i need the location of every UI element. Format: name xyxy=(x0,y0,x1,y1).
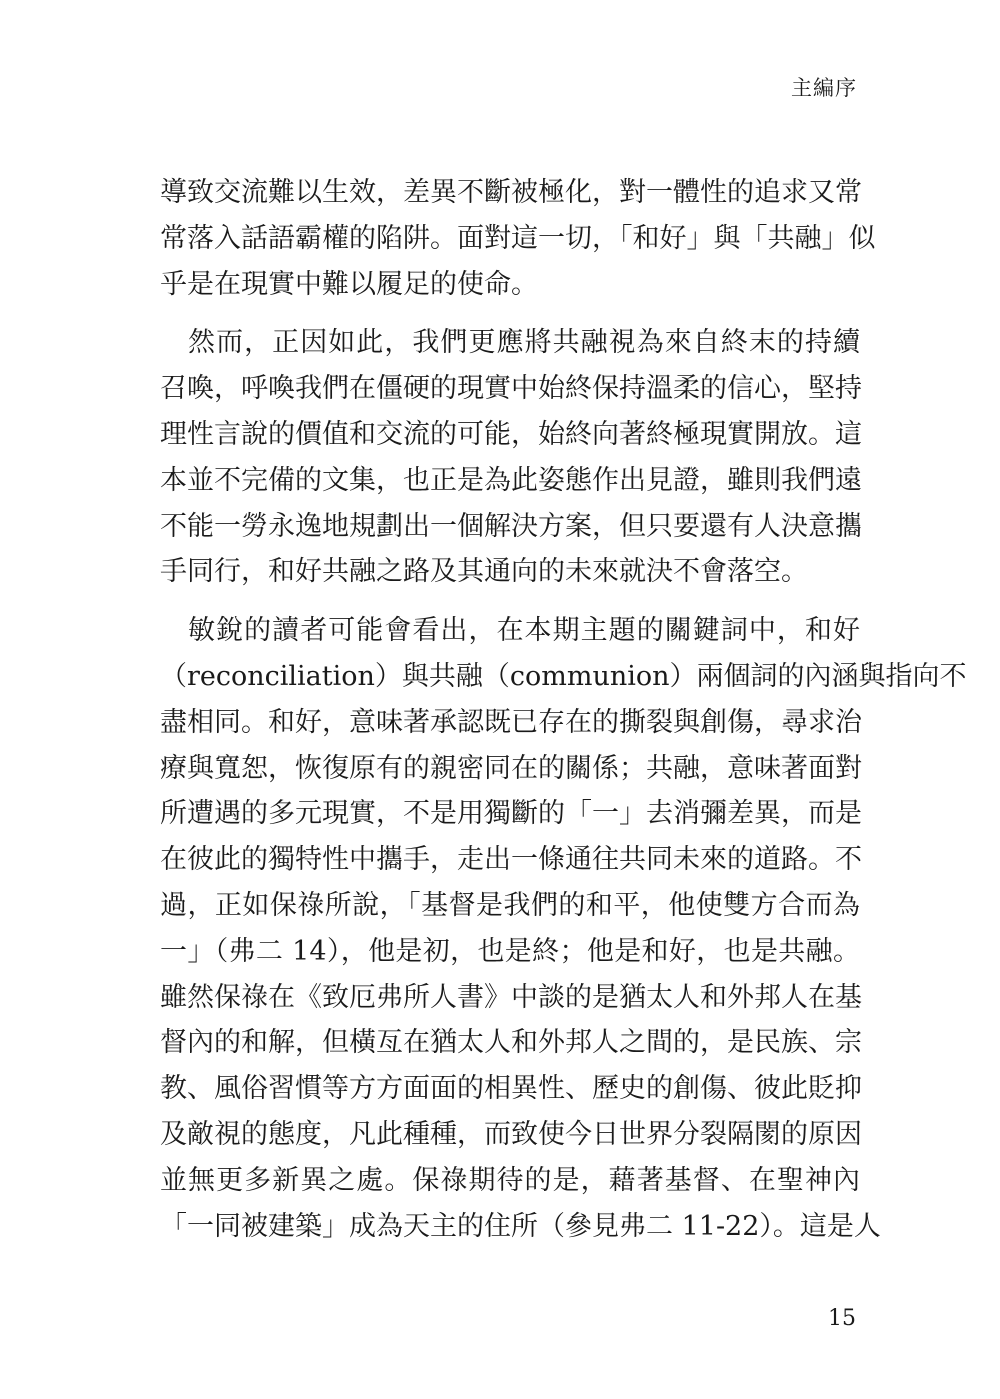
text-line: 敏銳的讀者可能會看出，在本期主題的關鍵詞中，和好 xyxy=(160,615,860,647)
text-line: 本並不完備的文集，也正是為此姿態作出見證，雖則我們遠 xyxy=(160,464,862,496)
paragraph-2 xyxy=(160,320,860,595)
text-line: 理性言說的價值和交流的可能，始終向著終極現實開放。這 xyxy=(160,418,862,450)
running-header-title: 主編序 xyxy=(791,76,857,100)
paragraph-1 xyxy=(160,170,876,307)
text-line: 盡相同。和好，意味著承認既已存在的撕裂與創傷，尋求治 xyxy=(160,706,862,738)
text-line: 召喚，呼喚我們在僵硬的現實中始終保持溫柔的信心，堅持 xyxy=(160,373,862,405)
text-line: 過，正如保祿所說，「基督是我們的和平，他使雙方合而為 xyxy=(160,889,860,921)
text-line: 一」（弗二 14），他是初，也是終；他是和好，也是共融。 xyxy=(160,935,860,967)
text-line: 乎是在現實中難以履足的使命。 xyxy=(160,268,538,300)
text-line: 療與寬恕，恢復原有的親密同在的關係；共融，意味著面對 xyxy=(160,752,862,784)
text-line: 手同行，和好共融之路及其通向的未來就決不會落空。 xyxy=(160,556,808,588)
text-line: 導致交流難以生效，差異不斷被極化，對一體性的追求又常 xyxy=(160,177,862,208)
text-line: 雖然保祿在《致厄弗所人書》中談的是猶太人和外邦人在基 xyxy=(160,981,862,1013)
text-line: 在彼此的獨特性中攜手，走出一條通往共同未來的道路。不 xyxy=(160,844,862,876)
text-line: 然而，正因如此，我們更應將共融視為來自終末的持續 xyxy=(160,327,860,359)
body-text xyxy=(160,170,967,1249)
paragraph-3 xyxy=(160,608,967,1249)
text-line: 常落入話語霸權的陷阱。面對這一切，「和好」與「共融」似 xyxy=(160,222,876,254)
text-line: 督內的和解，但橫亙在猶太人和外邦人之間的，是民族、宗 xyxy=(160,1027,862,1059)
text-line: 教、風俗習慣等方方面面的相異性、歷史的創傷、彼此貶抑 xyxy=(160,1073,862,1105)
text-line: 所遭遇的多元現實，不是用獨斷的「一」去消彌差異，而是 xyxy=(160,798,862,830)
text-line: 「一同被建築」成為天主的住所（參見弗二 11-22）。這是人 xyxy=(160,1210,881,1242)
text-line: 不能一勞永逸地規劃出一個解決方案，但只要還有人決意攜 xyxy=(160,510,862,542)
text-line: （reconciliation）與共融（communion）兩個詞的內涵與指向不 xyxy=(160,660,967,692)
text-line: 及敵視的態度，凡此種種，而致使今日世界分裂隔閡的原因 xyxy=(160,1118,862,1150)
page-number: 15 xyxy=(828,1306,856,1331)
text-line: 並無更多新異之處。保祿期待的是，藉著基督、在聖神內 xyxy=(160,1164,860,1196)
